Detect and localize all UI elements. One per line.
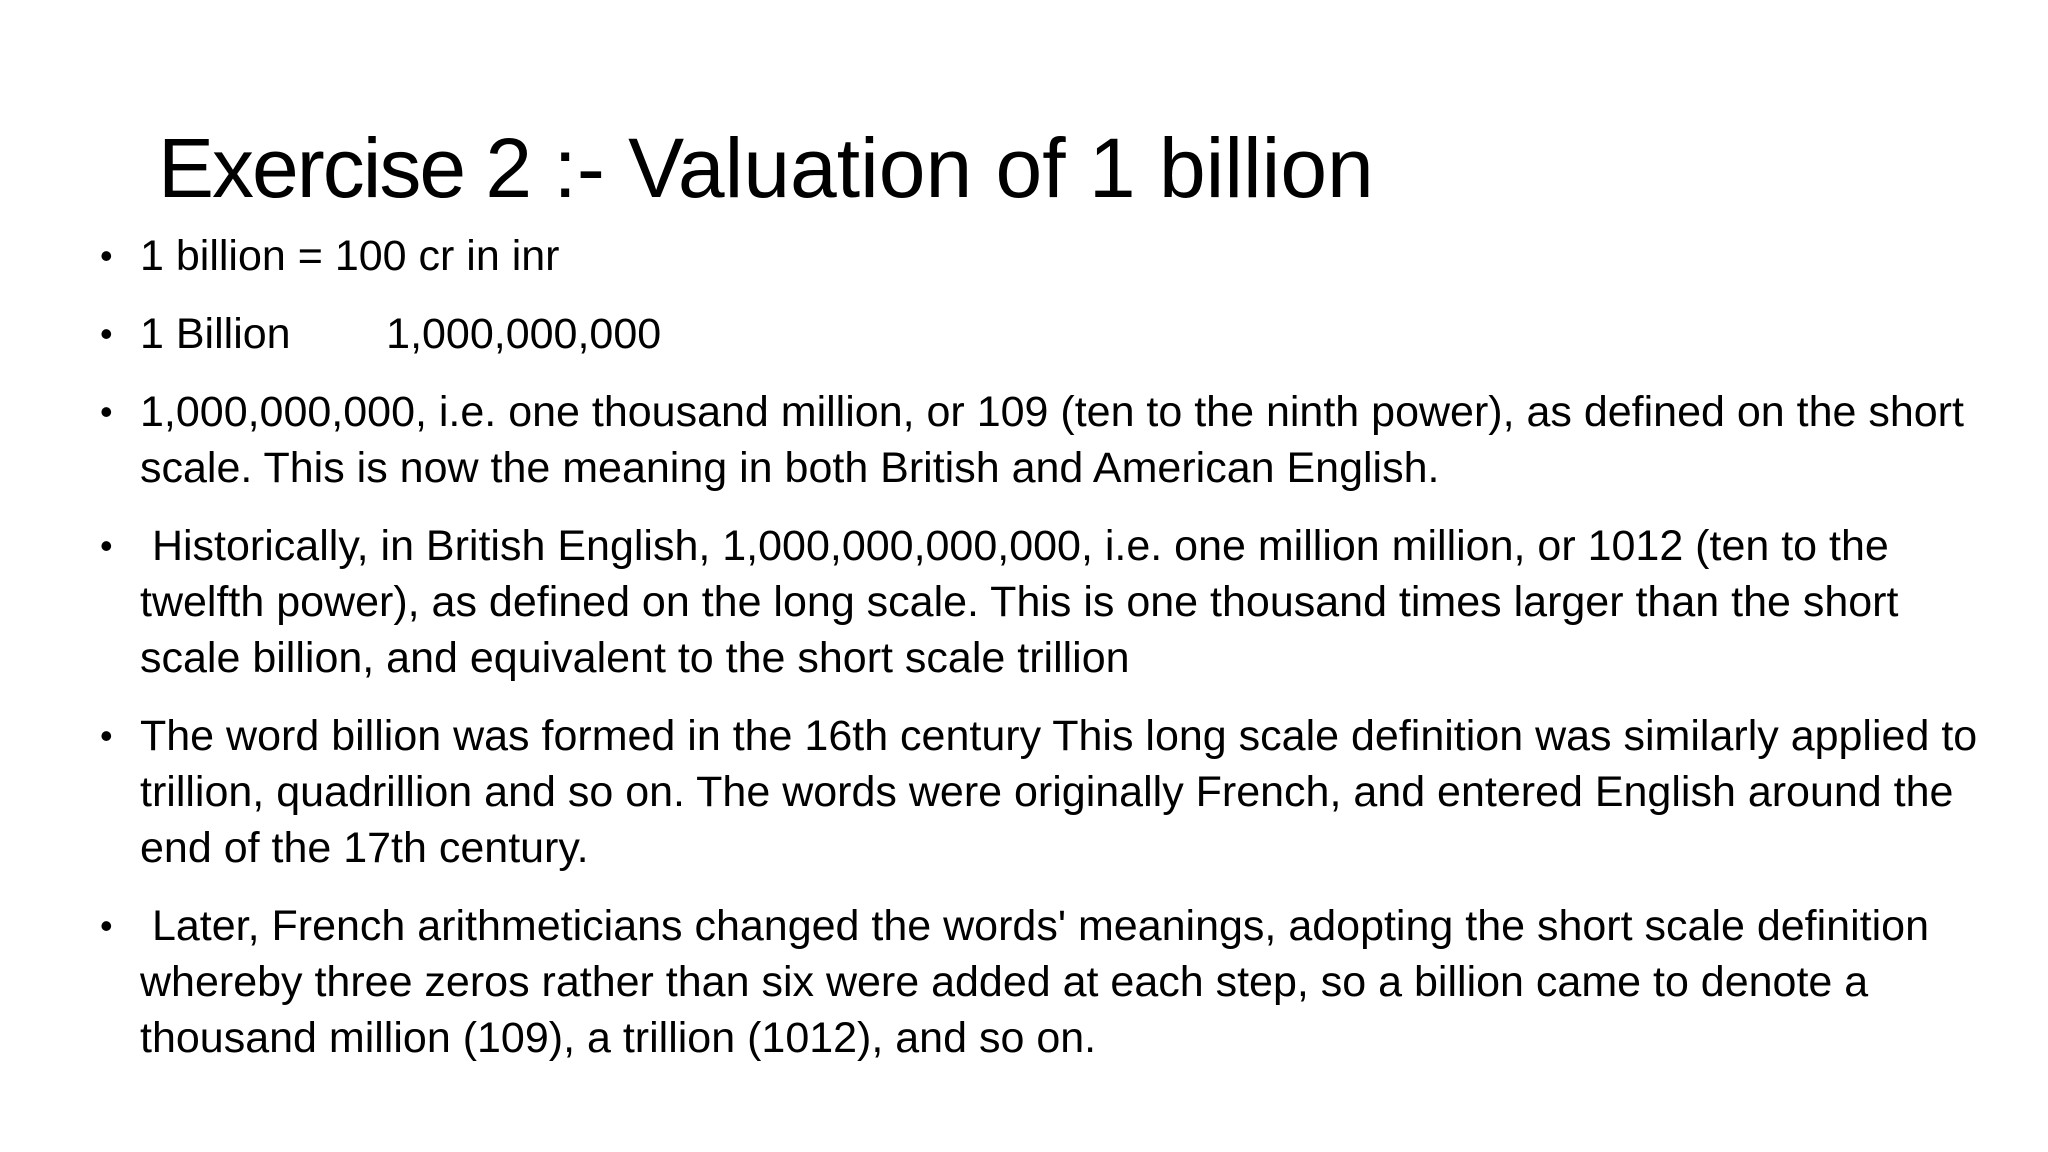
bullet-dot-icon: • [100, 235, 113, 276]
title-exercise-label: Exercise 2 [158, 121, 531, 215]
bullet-text: The word billion was formed in the 16th century This long scale definition was similarly applied to trillion, quadrillion and so on. The words were originally French, and entered English around the end of the 17th century. [140, 712, 1990, 872]
bullet-dot-icon: • [100, 391, 113, 432]
bullet-item [100, 708, 1990, 876]
bullet-dot-icon: • [100, 715, 113, 756]
bullet-item [100, 898, 1980, 1066]
bullet-item [100, 306, 1980, 362]
bullet-text: Later, French arithmeticians changed the words' meanings, adopting the short scale definition whereby three zeros rather than six were added at each step, so a billion came to denote a thousand million (109), a trillion (1012), and so on. [140, 902, 1941, 1062]
slide-title [158, 118, 1374, 218]
bullet-text: 1 Billion 1,000,000,000 [140, 310, 662, 358]
bullet-dot-icon: • [100, 905, 113, 946]
bullet-list [100, 228, 1990, 1086]
bullet-text: Historically, in British English, 1,000,000,000,000, i.e. one million million, or 1012 (ten to the twelfth power), as defined on the long scale. This is one thousand times larger than the short scale billion, and equivalent to the short scale trillion [140, 522, 1911, 682]
bullet-item [100, 384, 1980, 496]
bullet-dot-icon: • [100, 525, 113, 566]
bullet-item [100, 518, 1980, 686]
bullet-text: 1 billion = 100 cr in inr [140, 232, 560, 280]
bullet-dot-icon: • [100, 313, 113, 354]
title-subject: :- Valuation of 1 billion [530, 121, 1374, 215]
bullet-item [100, 228, 1980, 284]
bullet-text: 1,000,000,000, i.e. one thousand million, or 109 (ten to the ninth power), as defined on the short scale. This is now the meaning in both British and American English. [140, 388, 1976, 492]
